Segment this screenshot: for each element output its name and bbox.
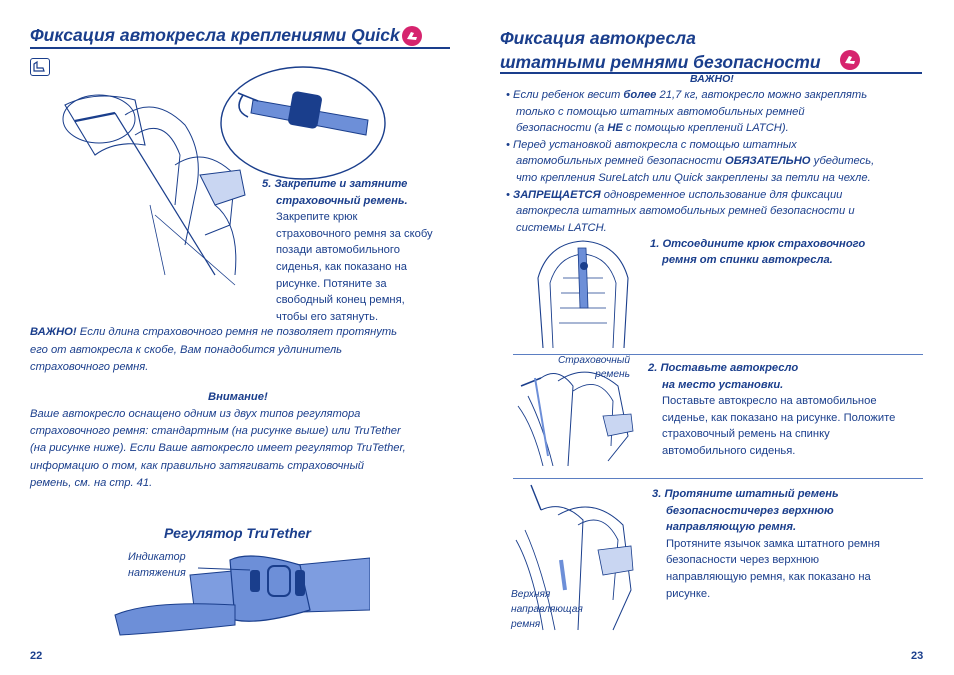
bullet1-text: безопасности (а xyxy=(516,122,608,135)
step2-line: сиденье, как показано на рисунке. Положите xyxy=(662,411,896,424)
step3-line: рисунке. xyxy=(666,587,711,600)
step5-line: сиденья, как показано на xyxy=(276,260,408,273)
left-step5-block xyxy=(262,176,452,325)
bullet2-text: • Перед установкой автокресла с помощью штатных xyxy=(506,138,797,151)
step3-caption-line1: Верхняя xyxy=(511,589,551,600)
right-step3 xyxy=(652,486,937,602)
step5-line: страховочного ремня за скобу xyxy=(276,227,433,240)
attention-line: (на рисунке ниже). Если Ваше автокресло имеет регулятор TruTether, xyxy=(30,442,406,455)
important-line2: его от автокресла к скобе, Вам понадобится удлинитель xyxy=(30,343,343,356)
step3-heading-line2: безопасностичерез верхнюю xyxy=(666,504,834,517)
step3-line: Протяните язычок замка штатного ремня xyxy=(666,537,880,550)
latch-symbol-icon xyxy=(30,58,50,76)
step3-heading-line3: направляющую ремня. xyxy=(666,521,797,534)
left-page-number: 22 xyxy=(30,650,43,662)
step2-line: Поставьте автокресло на автомобильное xyxy=(662,395,877,408)
step3-caption xyxy=(511,587,583,632)
important-line1: Если длина страховочного ремня не позволяет протянуть xyxy=(76,326,398,338)
seat-badge-icon xyxy=(840,50,860,70)
attention-heading: Внимание! xyxy=(208,391,268,403)
step5-heading-line1: 5. Закрепите и затяните xyxy=(262,178,408,190)
step3-line: направляющую ремня, как показано на xyxy=(666,570,871,583)
indicator-caption-line2: натяжения xyxy=(128,567,186,579)
attention-line: Ваше автокресло оснащено одним из двух типов регулятора xyxy=(30,408,361,420)
step5-heading-line2: страховочный ремень. xyxy=(276,194,408,207)
step1-seat-back-illustration xyxy=(528,238,638,350)
right-step2 xyxy=(648,360,933,460)
step2-heading-line2: на место установки. xyxy=(662,378,784,391)
step3-heading-line1: 3. Протяните штатный ремень xyxy=(652,488,839,500)
bullet1-text: 21,7 кг, автокресло можно закреплять xyxy=(656,89,868,101)
attention-line: ремень, см. на стр. 41. xyxy=(30,476,153,489)
important-label: ВАЖНО! xyxy=(30,326,77,338)
step2-caption xyxy=(550,354,630,382)
attention-line: страховочного ремня: стандартным (на рисунке выше) или TruTether xyxy=(30,425,401,438)
right-bullets xyxy=(506,87,926,236)
step2-line: автомобильного сиденья. xyxy=(662,444,796,457)
step5-line: Закрепите крюк xyxy=(276,211,358,224)
bullet1-emphasis: более xyxy=(623,89,657,101)
bullet3-emphasis: ЗАПРЕЩАЕТСЯ xyxy=(513,188,601,201)
step2-heading-line1: 2. Поставьте автокресло xyxy=(648,362,799,374)
bullet1-text: только с помощью штатных автомобильных ремней xyxy=(516,105,805,118)
right-step1 xyxy=(650,236,920,268)
right-title-line1: Фиксация автокресла xyxy=(500,28,696,48)
bullet1-emphasis: НЕ xyxy=(607,122,623,135)
bullet1-text: • Если ребенок весит xyxy=(506,89,624,101)
bullet3-text: системы LATCH. xyxy=(516,221,607,234)
bullet3-text: автокресла штатных автомобильных ремней безопасности и xyxy=(516,205,855,218)
step5-line: позади автомобильного xyxy=(276,244,400,257)
attention-line: информацию о том, как правильно затягивать страховочный xyxy=(30,459,365,472)
tether-strap-zoom xyxy=(218,65,388,185)
bullet3-text: одновременное использование для фиксации xyxy=(600,188,843,201)
left-important-block xyxy=(30,324,455,377)
bullet3-text: • xyxy=(506,188,514,201)
step5-line: свободный конец ремня, xyxy=(276,294,405,307)
attention-block xyxy=(30,406,455,492)
left-title-rule xyxy=(30,47,450,49)
bullet2-text: что крепления SureLatch или Quick закреплены за петли на чехле. xyxy=(516,171,871,184)
bullet2-text: убедитесь, xyxy=(810,155,875,168)
indicator-caption-line1: Индикатор xyxy=(128,551,186,563)
right-page-title xyxy=(500,26,940,74)
step2-caption-line1: Страховочный xyxy=(557,355,630,366)
right-important-heading: ВАЖНО! xyxy=(690,73,734,85)
bullet1-text: с помощью креплений LATCH). xyxy=(622,122,789,135)
step2-caption-line2: ремень xyxy=(595,369,630,380)
seat-badge-icon xyxy=(402,26,422,46)
bullet2-text: автомобильных ремней безопасности xyxy=(516,155,726,168)
bullet2-emphasis: ОБЯЗАТЕЛЬНО xyxy=(725,155,811,168)
step2-line: страховочный ремень на спинку xyxy=(662,428,830,441)
trutether-heading: Регулятор TruTether xyxy=(164,525,311,541)
step3-caption-line3: ремня xyxy=(511,619,541,630)
left-page-title: Фиксация автокресла креплениями Quick xyxy=(30,25,400,45)
important-line3: страховочного ремня. xyxy=(30,361,149,373)
step1-line1: 1. Отсоедините крюк страховочного xyxy=(650,238,866,250)
right-page-number: 23 xyxy=(911,650,924,662)
step5-line: рисунке. Потяните за xyxy=(276,277,387,290)
right-title-line2: штатными ремнями безопасности xyxy=(500,52,821,72)
step5-line: чтобы его затянуть. xyxy=(276,310,379,323)
trutether-illustration xyxy=(110,540,370,640)
step1-line2: ремня от спинки автокресла. xyxy=(662,254,833,266)
step3-line: безопасности через верхнюю xyxy=(666,554,820,567)
step3-caption-line2: направляющая xyxy=(511,604,583,615)
step2-divider xyxy=(513,478,923,479)
